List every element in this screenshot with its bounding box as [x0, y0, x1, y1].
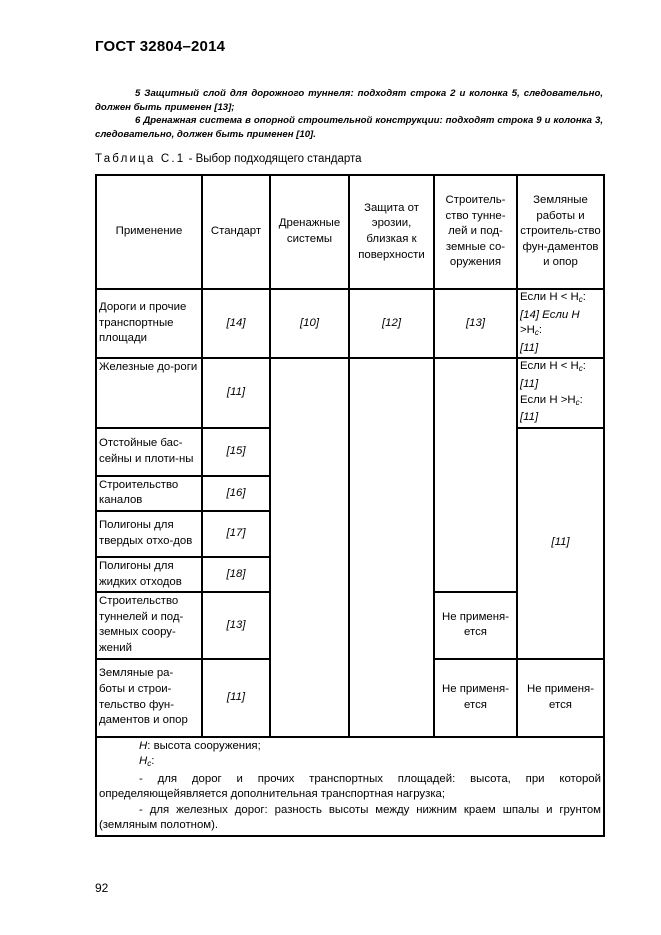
table-row [96, 358, 604, 427]
table-caption [95, 153, 362, 165]
row-tunnels: [13] [434, 289, 517, 358]
table-caption-label: Таблица С.1 [95, 153, 186, 165]
notes-block [95, 87, 603, 141]
row-standard: [17] [202, 511, 270, 557]
row-standard: [14] [202, 289, 270, 358]
row-drainage: [10] [270, 289, 349, 358]
page-number: 92 [95, 881, 109, 895]
row-earthworks: Не применя-ется [517, 659, 604, 737]
row-tunnels: Не применя-ется [434, 659, 517, 737]
row-application: Строительство каналов [96, 476, 202, 511]
row-standard: [11] [202, 358, 270, 427]
table-caption-text: - Выбор подходящего стандарта [185, 153, 362, 165]
row-application: Полигоны для жидких отходов [96, 557, 202, 592]
row-earthworks: Если $H < H_c$: [11] Если $H >H_c$: [11] [517, 358, 604, 427]
row-application: Строительство туннелей и под-земных соору-жений [96, 592, 202, 658]
row-application: Земляные ра-боты и строи-тельство фун-даментов и опор [96, 659, 202, 737]
header-drainage: Дренажные системы [270, 175, 349, 289]
row-earthworks: Если $H < H_c$: [14] Если H $>H_c$: [11] [517, 289, 604, 358]
erosion-empty-merged [349, 358, 434, 736]
table-footnote-row [96, 737, 604, 837]
table-header-row [96, 175, 604, 289]
earthworks-merged-value: [11] [517, 428, 604, 659]
footnote-rail: - для железных дорог: разность высоты между нижним краем шпалы и грунтом (земляным полотном). [99, 803, 601, 832]
drainage-empty-merged [270, 358, 349, 736]
row-application: Железные до-роги [96, 358, 202, 427]
header-earthworks: Земляные работы и строитель-ство фун-даментов и опор [517, 175, 604, 289]
footnote-roads: - для дорог и прочих транспортных площадей: высота, при которой определяющейявляется дополнительная транспортная нагрузка; [99, 772, 601, 801]
row-standard: [18] [202, 557, 270, 592]
row-erosion: [12] [349, 289, 434, 358]
header-erosion: Защита от эрозии, близкая к поверхности [349, 175, 434, 289]
table-footnote: H: высота сооружения; $H_c$: - для дорог и прочих транспортных площадей: высота, при которой определяющейявляется дополнительная транспортная нагрузка; - для железных дорог: разность высоты между нижним краем шпалы и грунтом (земляным полотном). [96, 737, 604, 837]
row-application: Отстойные бас-сейны и плоти-ны [96, 428, 202, 476]
header-tunnels: Строитель-ство тунне-лей и под-земные со-оружения [434, 175, 517, 289]
row-application: Дороги и прочие транспортные площади [96, 289, 202, 358]
header-application: Применение [96, 175, 202, 289]
note-6: 6 Дренажная система в опорной строительной конструкции: подходят строка 9 и колонка 3, следовательно, должен быть применен [10]. [95, 115, 603, 140]
row-application: Полигоны для твердых отхо-дов [96, 511, 202, 557]
note-5: 5 Защитный слой для дорожного туннеля: подходят строка 2 и колонка 5, следовательно, должен быть применен [13]; [95, 88, 603, 113]
row-standard: [15] [202, 428, 270, 476]
row-standard: [16] [202, 476, 270, 511]
document-header: ГОСТ 32804–2014 [95, 38, 226, 55]
tunnels-empty-merged [434, 358, 517, 592]
standards-table [95, 174, 605, 837]
row-standard: [13] [202, 592, 270, 658]
row-tunnels: Не применя-ется [434, 592, 517, 658]
row-standard: [11] [202, 659, 270, 737]
header-standard: Стандарт [202, 175, 270, 289]
table-row [96, 289, 604, 358]
